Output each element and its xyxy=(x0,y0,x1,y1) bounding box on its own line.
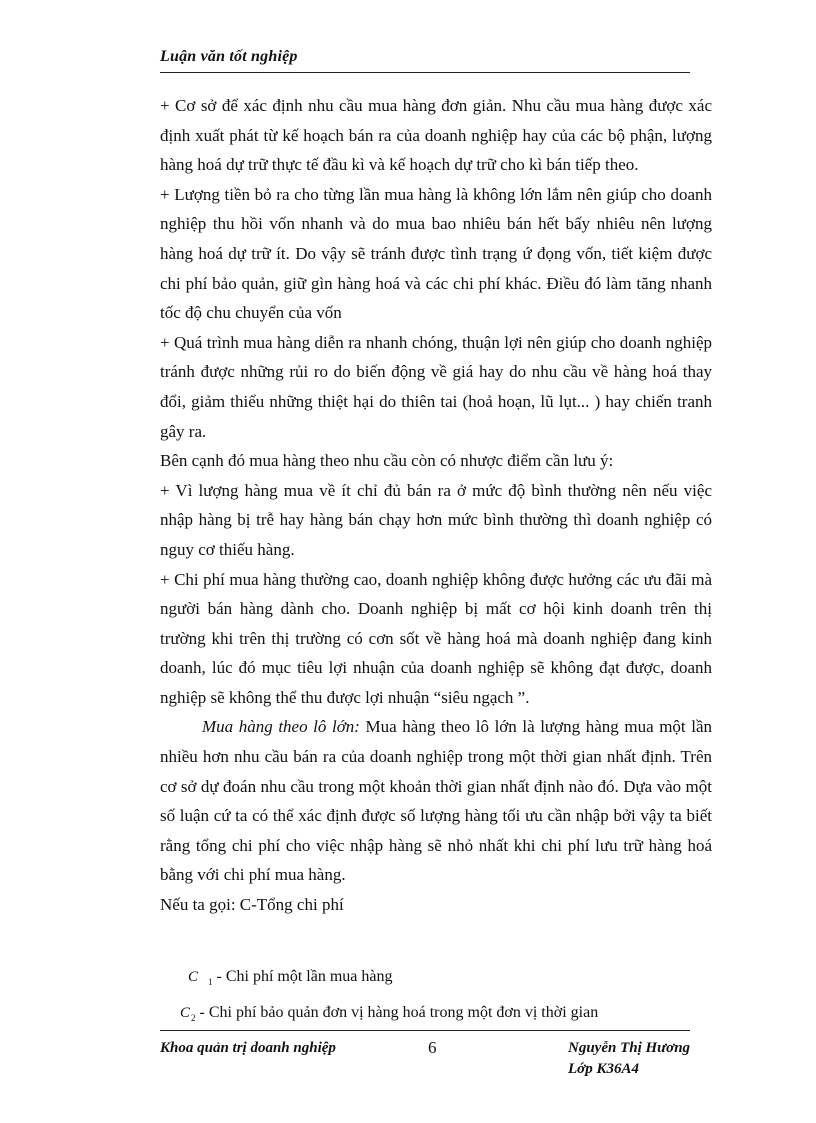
italic-term: Mua hàng theo lô lớn: xyxy=(202,717,360,737)
paragraph-text: Mua hàng theo lô lớn là lượng hàng mua một lần nhiều hơn nhu cầu bán ra của doanh nghiệp trong một thời gian nhất định. Trên cơ sở dự đoán nhu cầu trong một khoản thời gian nhất định nào đó. Dựa vào một số luận cứ ta có thể xác định được số lượng hàng tối ưu cần nhập bởi vậy ta biết rằng tổng chi phí cho việc nhập hàng sẽ nhỏ nhất khi chi phí lưu trữ hàng hoá bằng với chi phí mua hàng. xyxy=(160,717,712,885)
subscript: 1 xyxy=(208,977,213,987)
paragraph: Bên cạnh đó mua hàng theo nhu cầu còn có nhược điểm cần lưu ý: xyxy=(160,451,614,471)
paragraph: + Cơ sở để xác định nhu cầu mua hàng đơn giản. Nhu cầu mua hàng được xác định xuất phát từ kế hoạch bán ra của doanh nghiệp hay của các bộ phận, lượng hàng hoá dự trữ thực tế đầu kì và kế hoạch dự trữ cho kì bán tiếp theo. xyxy=(160,96,712,175)
formula-c1 xyxy=(188,968,393,986)
symbol-c: C xyxy=(180,1005,191,1021)
footer-author: Nguyễn Thị Hương xyxy=(568,1040,691,1056)
paragraph-bulk-purchase xyxy=(160,712,712,890)
formula-c2 xyxy=(180,1004,598,1022)
document-body xyxy=(160,91,712,920)
formula-text: - Chi phí bảo quản đơn vị hàng hoá trong một đơn vị thời gian xyxy=(195,1004,599,1021)
paragraph: + Chi phí mua hàng thường cao, doanh nghiệp không được hưởng các ưu đãi mà người bán hàng dành cho. Doanh nghiệp bị mất cơ hội kinh doanh trên thị trường khi trên thị trường có cơn sốt về hàng hoá mà doanh nghiệp đang kinh doanh, lúc đó mục tiêu lợi nhuận của doanh nghiệp sẽ không đạt được, doanh nghiệp sẽ không thể thu được lợi nhuận “siêu ngạch ”. xyxy=(160,569,712,707)
footer-rule xyxy=(160,1030,690,1031)
footer-department: Khoa quản trị doanh nghiệp xyxy=(160,1040,336,1056)
formula-text: - Chi phí một lần mua hàng xyxy=(212,968,393,985)
paragraph: Nếu ta gọi: C-Tổng chi phí xyxy=(160,895,344,915)
subscript: 2 xyxy=(191,1013,196,1023)
symbol-c: C xyxy=(188,969,199,985)
header-rule xyxy=(160,72,690,73)
paragraph: + Lượng tiền bỏ ra cho từng lần mua hàng là không lớn lắm nên giúp cho doanh nghiệp thu hồi vốn nhanh và do mua bao nhiêu bán hết bấy nhiêu nên lượng hàng hoá dự trữ ít. Do vậy sẽ tránh được tình trạng ứ đọng vốn, tiết kiệm được chi phí bảo quản, giữ gìn hàng hoá và các chi phí khác. Điều đó làm tăng nhanh tốc độ chu chuyển của vốn xyxy=(160,184,712,323)
paragraph: + Quá trình mua hàng diễn ra nhanh chóng, thuận lợi nên giúp cho doanh nghiệp tránh được những rủi ro do biến động về giá hay do nhu cầu về hàng hoá thay đổi, giảm thiểu những thiệt hại do thiên tai (hoả hoạn, lũ lụt... ) hay chiến tranh gây ra. xyxy=(160,332,712,441)
header-title: Luận văn tốt nghiệp xyxy=(160,48,298,65)
paragraph: + Vì lượng hàng mua về ít chỉ đủ bán ra ở mức độ bình thường nên nếu việc nhập hàng bị trễ hay hàng bán chạy hơn mức bình thường thì doanh nghiệp có nguy cơ thiếu hàng. xyxy=(160,480,712,559)
footer-class: Lớp K36A4 xyxy=(568,1061,639,1077)
page-number: 6 xyxy=(428,1038,437,1057)
